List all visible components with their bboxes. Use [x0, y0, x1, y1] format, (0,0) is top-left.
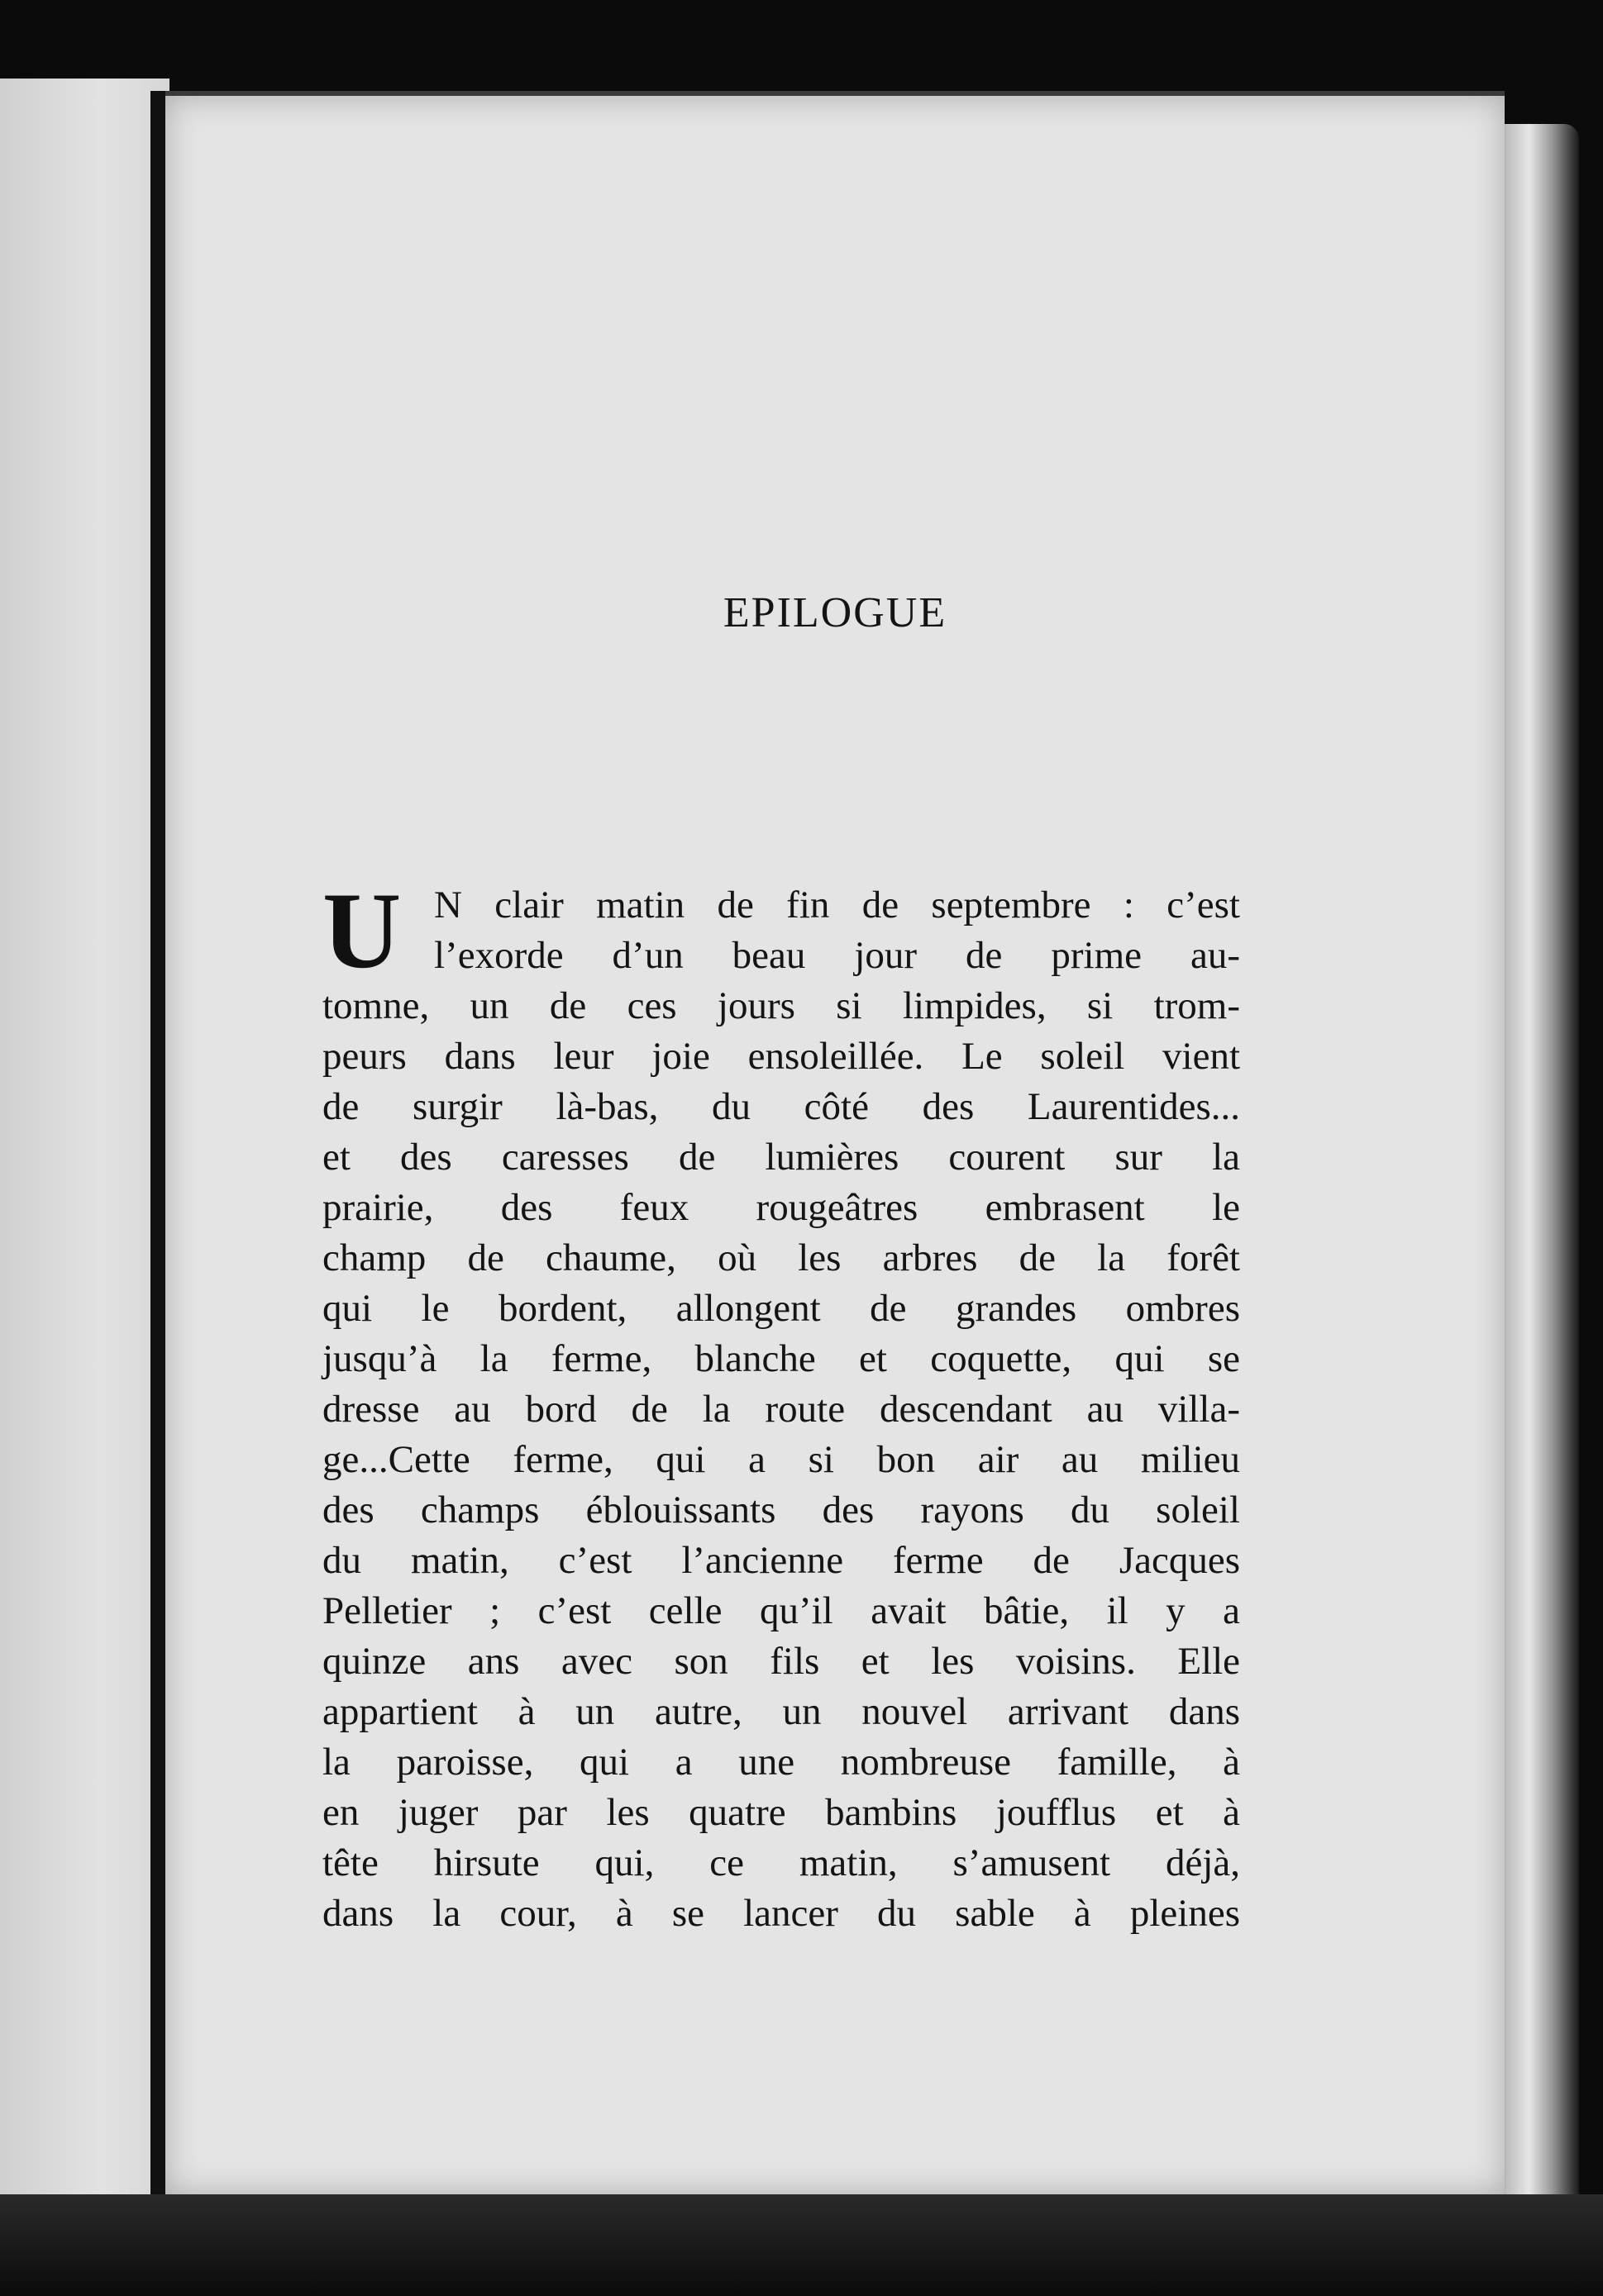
text-line: jusqu’à la ferme, blanche et coquette, qui se: [322, 1337, 1240, 1380]
chapter-title: EPILOGUE: [723, 589, 947, 636]
facing-page-edge: [0, 79, 169, 2194]
text-line: ge...Cette ferme, qui a si bon air au milieu: [322, 1438, 1240, 1481]
scan-border: [0, 2194, 1603, 2296]
text-line: de surgir là-bas, du côté des Laurentides...: [322, 1085, 1240, 1128]
text-line: N clair matin de fin de septembre : c’est: [434, 884, 1240, 926]
text-line: quinze ans avec son fils et les voisins. Elle: [322, 1640, 1240, 1683]
text-line: et des caresses de lumières courent sur la: [322, 1136, 1240, 1179]
text-line: qui le bordent, allongent de grandes ombres: [322, 1287, 1240, 1330]
text-line: la paroisse, qui a une nombreuse famille, à: [322, 1741, 1240, 1784]
text-line: appartient à un autre, un nouvel arrivant dans: [322, 1690, 1240, 1733]
text-line: tomne, un de ces jours si limpides, si trom-: [322, 984, 1240, 1027]
text-line: Pelletier ; c’est celle qu’il avait bâtie, il y a: [322, 1589, 1240, 1632]
drop-cap: U: [322, 869, 402, 991]
text-line: dans la cour, à se lancer du sable à pleines: [322, 1892, 1240, 1935]
text-line: tête hirsute qui, ce matin, s’amusent déjà,: [322, 1841, 1240, 1884]
text-line: l’exorde d’un beau jour de prime au-: [434, 934, 1240, 977]
text-line: prairie, des feux rougeâtres embrasent le: [322, 1186, 1240, 1229]
text-line: champ de chaume, où les arbres de la forêt: [322, 1236, 1240, 1279]
book-spine: [150, 91, 165, 2207]
passage: [322, 869, 1240, 1939]
text-line: du matin, c’est l’ancienne ferme de Jacques: [322, 1539, 1240, 1582]
text-line: des champs éblouissants des rayons du soleil: [322, 1489, 1240, 1531]
text-line: peurs dans leur joie ensoleillée. Le soleil vient: [322, 1035, 1240, 1078]
text-line: en juger par les quatre bambins joufflus et à: [322, 1791, 1240, 1834]
text-line: dresse au bord de la route descendant au villa-: [322, 1388, 1240, 1431]
